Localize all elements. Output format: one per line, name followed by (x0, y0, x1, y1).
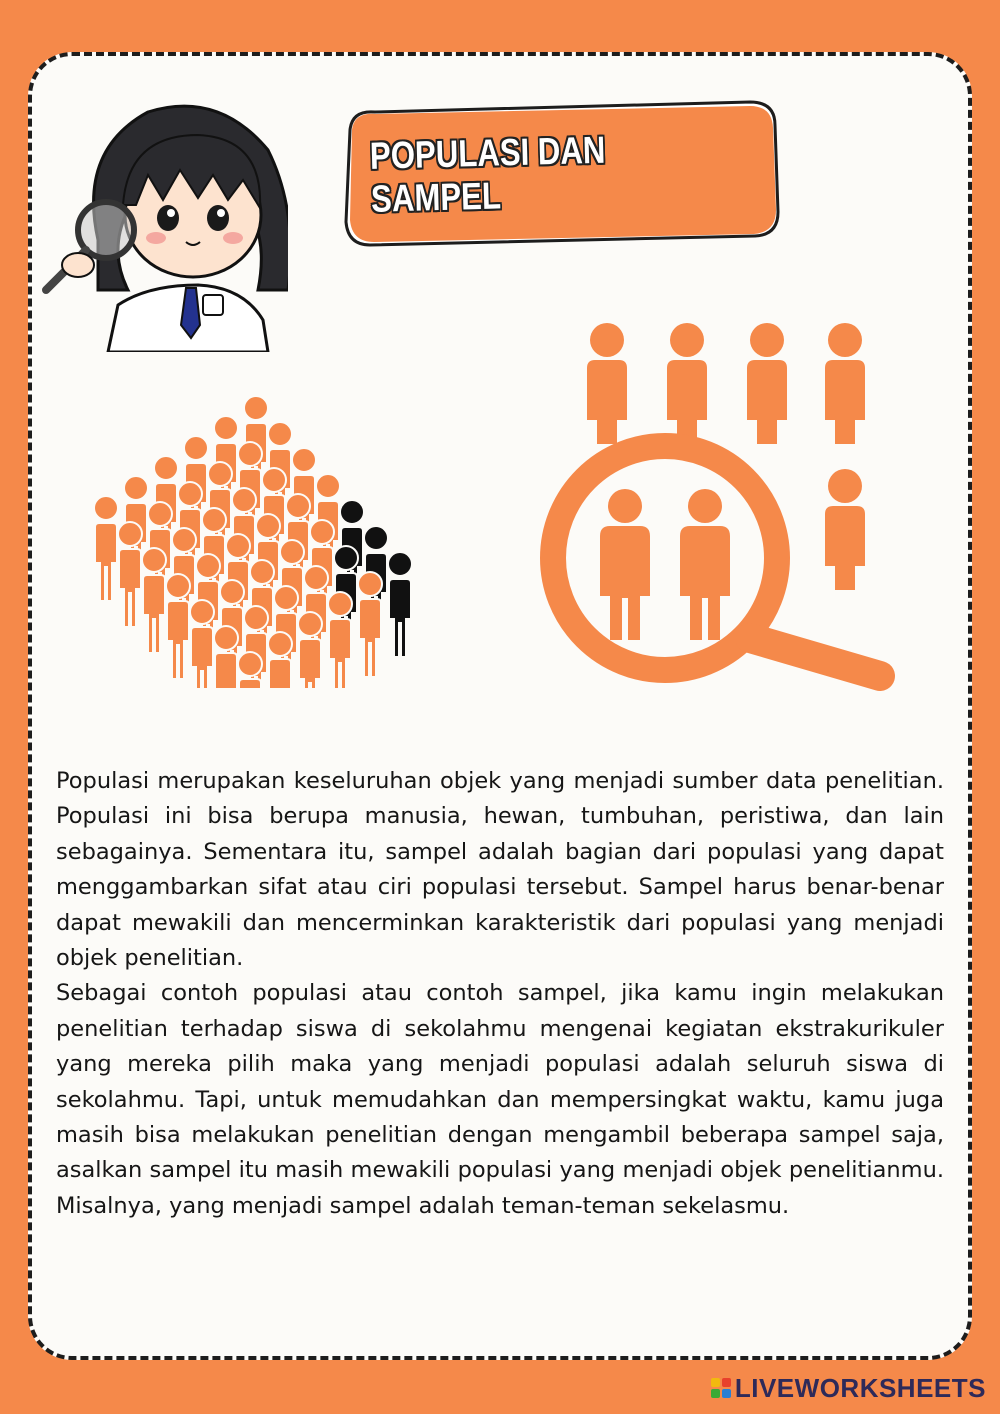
person-icon (587, 323, 627, 444)
sample-person-icon (680, 489, 730, 640)
title-banner (330, 100, 780, 248)
liveworksheets-logo-icon (711, 1378, 731, 1398)
person-icon (747, 323, 787, 444)
population-figure (298, 612, 322, 688)
crowd-population-icon (84, 378, 504, 688)
liveworksheets-logo (711, 1368, 986, 1408)
population-figure (238, 652, 262, 688)
explanation-text (56, 764, 944, 1224)
person-icon (825, 469, 865, 590)
population-figure (358, 572, 382, 677)
sample-person-icon (600, 489, 650, 640)
paragraph-population-definition: Populasi merupakan keseluruhan objek yang menjadi sumber data penelitian. Populasi ini bisa berupa manusia, hewan, tumbuhan, peristiwa, dan lain sebagainya. Sementara itu, sampel adalah bagian dari populasi yang dapat menggambarkan sifat atau ciri populasi tersebut. Sampel harus benar-benar dapat mewakili dan mencerminkan karakteristik dari populasi yang menjadi objek penelitian. (56, 768, 944, 972)
population-figure (190, 600, 214, 688)
population-figure (118, 522, 142, 627)
population-figure (328, 592, 352, 688)
population-figure (166, 574, 190, 679)
person-icon (825, 323, 865, 444)
magnifier-sample-icon (540, 318, 902, 698)
population-figure (214, 626, 238, 688)
logo-text: LIVEWORKSHEETS (734, 1372, 986, 1403)
population-figure (268, 632, 292, 688)
population-figure (94, 496, 118, 601)
population-figure (142, 548, 166, 653)
sample-figure (388, 552, 412, 657)
paragraph-population-example: Sebagai contoh populasi atau contoh sampel, jika kamu ingin melakukan penelitian terhadap siswa di sekolahmu mengenai kegiatan ekstrakurikuler yang mereka pilih maka yang menjadi populasi adalah seluruh siswa di sekolahmu. Tapi, untuk memudahkan dan mempersingkat waktu, kamu juga masih bisa melakukan penelitian dengan mengambil beberapa sampel saja, asalkan sampel itu masih mewakili populasi yang menjadi objek penelitianmu. Misalnya, yang menjadi sampel adalah teman-teman sekelasmu. (56, 980, 944, 1219)
girl-with-magnifier-illustration (38, 90, 288, 352)
page-title: POPULASI DAN SAMPEL (369, 129, 606, 221)
person-icon (667, 323, 707, 444)
